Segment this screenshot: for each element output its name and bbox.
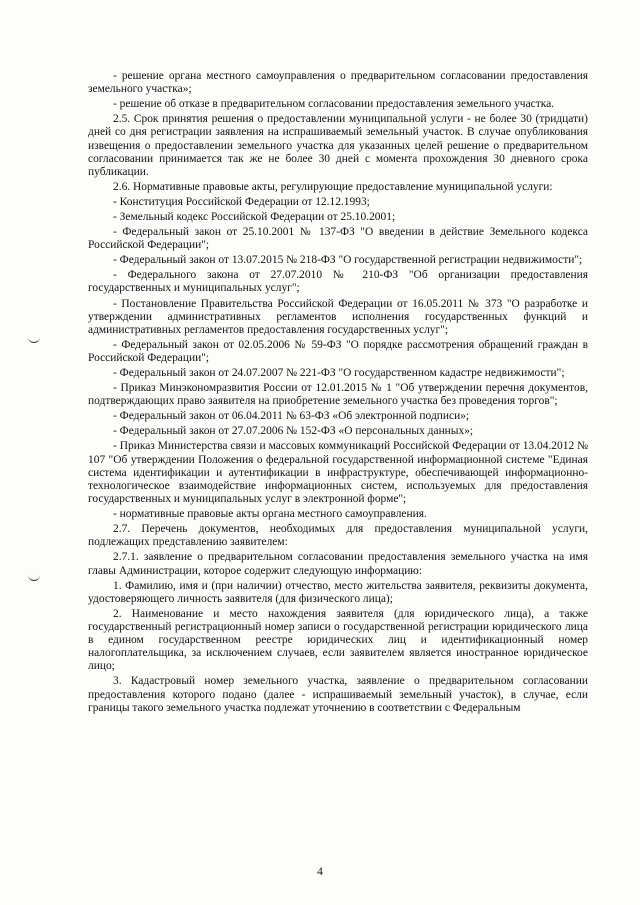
paragraph-3: 2.5. Срок принятия решения о предоставлении муниципальной услуги - не более 30 (тридцати) дней со дня регистрации заявления на испрашиваемый земельный участок. В случае опубликования извещения о предоставлении земельного участка для указанных целей решение о предварительном согласовании принимается так же не более 30 дней с момента прохождения 30 дневного срока публикации. [88, 113, 588, 178]
paragraph-10: - Постановление Правительства Российской Федерации от 16.05.2011 № 373 "О разработке и утверждении административных регламентов исполнения государственных функций и административных регламентов предоставления государственных услуг"; [88, 297, 588, 336]
paragraph-8: - Федеральный закон от 13.07.2015 № 218-ФЗ "О государственной регистрации недвижимости"; [113, 254, 583, 267]
paragraph-1: - решение органа местного самоуправления о предварительном согласовании предоставления земельного участка»; [88, 70, 588, 96]
page-number: 4 [317, 866, 323, 878]
paragraph-13: - Приказ Минэкономразвития России от 12.01.2015 № 1 "Об утверждении перечня документов, подтверждающих право заявителя на приобретение земельного участка без проведения торгов"; [88, 382, 588, 408]
paragraph-12: - Федеральный закон от 24.07.2007 № 221-ФЗ "О государственном кадастре недвижимости"; [113, 367, 565, 380]
document-body [88, 70, 588, 717]
paragraph-15: - Федеральный закон от 27.07.2006 № 152-ФЗ «О персональных данных»; [113, 425, 474, 438]
paragraph-17: - нормативные правовые акты органа местного самоуправления. [113, 508, 427, 521]
paragraph-6: - Земельный кодекс Российской Федерации от 25.10.2001; [113, 211, 396, 224]
paragraph-9: - Федерального закона от 27.07.2010 № 210-ФЗ "Об организации предоставления государственных и муниципальных услуг"; [88, 269, 588, 295]
paragraph-14: - Федеральный закон от 06.04.2011 № 63-ФЗ «Об электронной подписи»; [113, 410, 470, 423]
paragraph-4: 2.6. Нормативные правовые акты, регулирующие предоставление муниципальной услуги: [113, 180, 553, 193]
paragraph-22: 3. Кадастровый номер земельного участка, заявление о предварительном согласовании предоставления которого подано (далее - испрашиваемый земельный участок), в случае, если границы такого земельного участка подлежат уточнению в соответствии с Федеральным [88, 675, 588, 714]
paragraph-7: - Федеральный закон от 25.10.2001 № 137-ФЗ "О введении в действие Земельного кодекса Российской Федерации"; [88, 226, 588, 252]
paragraph-5: - Конституция Российской Федерации от 12.12.1993; [113, 195, 370, 208]
paragraph-2: - решение об отказе в предварительном согласовании предоставления земельного участка. [113, 98, 555, 111]
punch-hole-mark-lower [28, 572, 40, 581]
paragraph-19: 2.7.1. заявление о предварительном согласовании предоставления земельного участка на имя главы Администрации, которое содержит следующую информацию: [88, 551, 588, 577]
paragraph-16: - Приказ Министерства связи и массовых коммуникаций Российской Федерации от 13.04.2012 № 107 "Об утверждении Положения о федеральной государственной информационной системе "Единая система идентификации и аутентификации в инфраструктуре, обеспечивающей информационно-технологическое взаимодействие информационных систем, используемых для предоставления государственных и муниципальных услуг в электронной форме"; [88, 440, 588, 506]
punch-hole-mark-upper [28, 334, 40, 343]
paragraph-21: 2. Наименование и место нахождения заявителя (для юридического лица), а также государственный регистрационный номер записи о государственной регистрации юридического лица в едином государственном реестре юридических лиц и идентификационный номер налогоплательщика, за исключением случаев, если заявителем является иностранное юридическое лицо; [88, 607, 588, 673]
paragraph-11: - Федеральный закон от 02.05.2006 № 59-ФЗ "О порядке рассмотрения обращений граждан в Российской Федерации"; [88, 338, 588, 365]
paragraph-20: 1. Фамилию, имя и (при наличии) отчество, место жительства заявителя, реквизиты документа, удостоверяющего личность заявителя (для физического лица); [88, 579, 588, 605]
paragraph-18: 2.7. Перечень документов, необходимых для предоставления муниципальной услуги, подлежащих представлению заявителем: [88, 523, 588, 549]
